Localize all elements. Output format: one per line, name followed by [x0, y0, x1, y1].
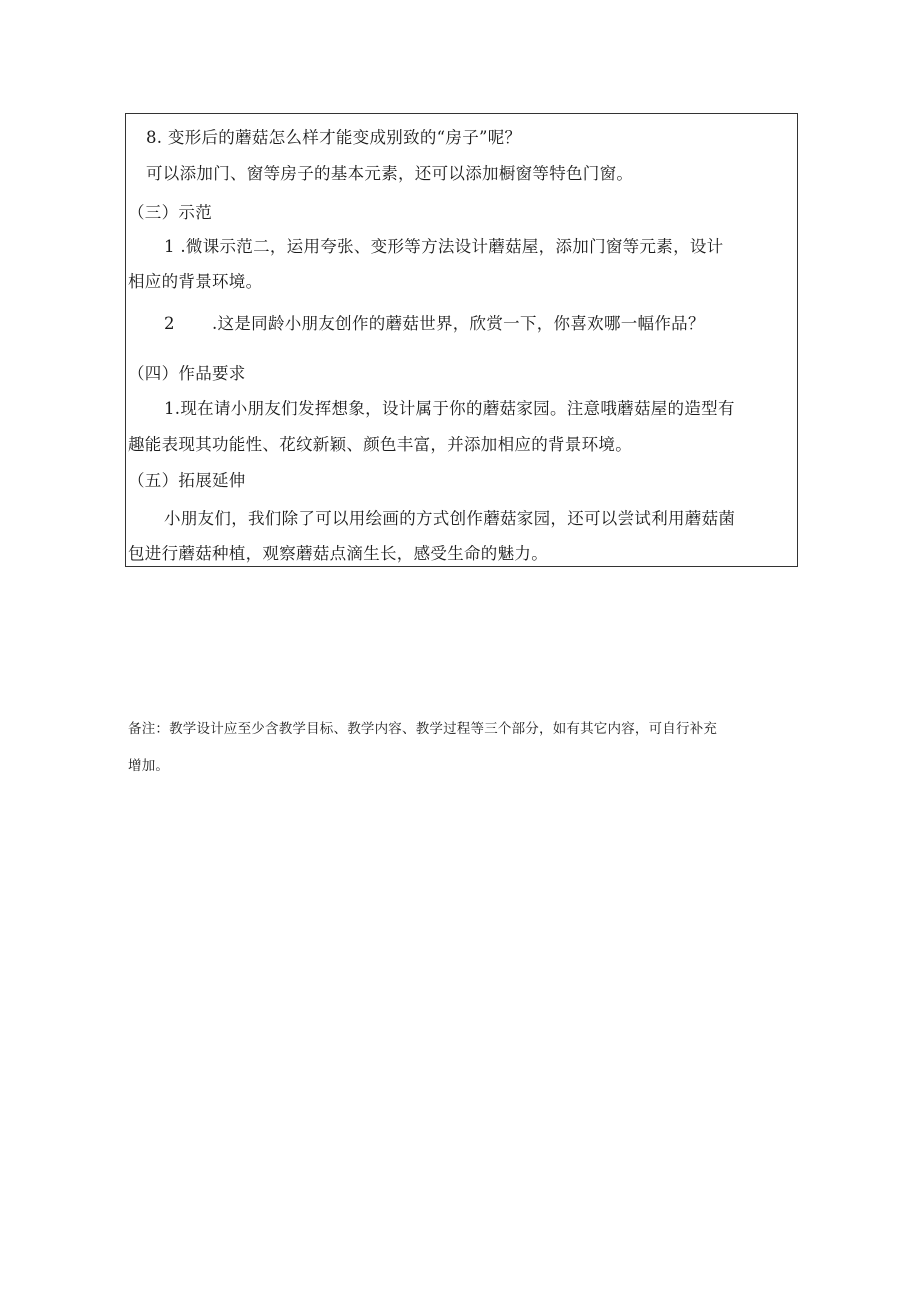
- question-8: 8. 变形后的蘑菇怎么样才能变成别致的“房子”呢？: [146, 128, 522, 147]
- section-3-heading: （三）示范: [128, 203, 212, 222]
- section-3-item-2-text: .这是同龄小朋友创作的蘑菇世界，欣赏一下，你喜欢哪一幅作品？: [212, 314, 705, 333]
- section-4-item-1-line-2: 趣能表现其功能性、花纹新颖、颜色丰富，并添加相应的背景环境。: [128, 435, 632, 454]
- section-3-item-2-number: 2: [164, 314, 175, 333]
- section-3-item-1-line-2: 相应的背景环境。: [128, 272, 263, 291]
- section-5-line-1: 小朋友们，我们除了可以用绘画的方式创作蘑菇家园，还可以尝试利用蘑菇菌: [164, 509, 736, 528]
- section-3-item-1-line-1: 1 .微课示范二，运用夸张、变形等方法设计蘑菇屋，添加门窗等元素，设计: [164, 237, 724, 256]
- answer-8: 可以添加门、窗等房子的基本元素，还可以添加橱窗等特色门窗。: [146, 164, 634, 183]
- footnote-line-2: 增加。: [128, 758, 170, 774]
- section-5-line-2: 包进行蘑菇种植，观察蘑菇点滴生长，感受生命的魅力。: [128, 544, 548, 563]
- section-5-heading: （五）拓展延伸: [128, 471, 246, 490]
- section-4-heading: （四）作品要求: [128, 364, 246, 383]
- footnote-line-1: 备注：教学设计应至少含教学目标、教学内容、教学过程等三个部分，如有其它内容，可自行补充: [128, 721, 718, 737]
- section-4-item-1-line-1: 1.现在请小朋友们发挥想象，设计属于你的蘑菇家园。注意哦蘑菇屋的造型有: [164, 399, 735, 418]
